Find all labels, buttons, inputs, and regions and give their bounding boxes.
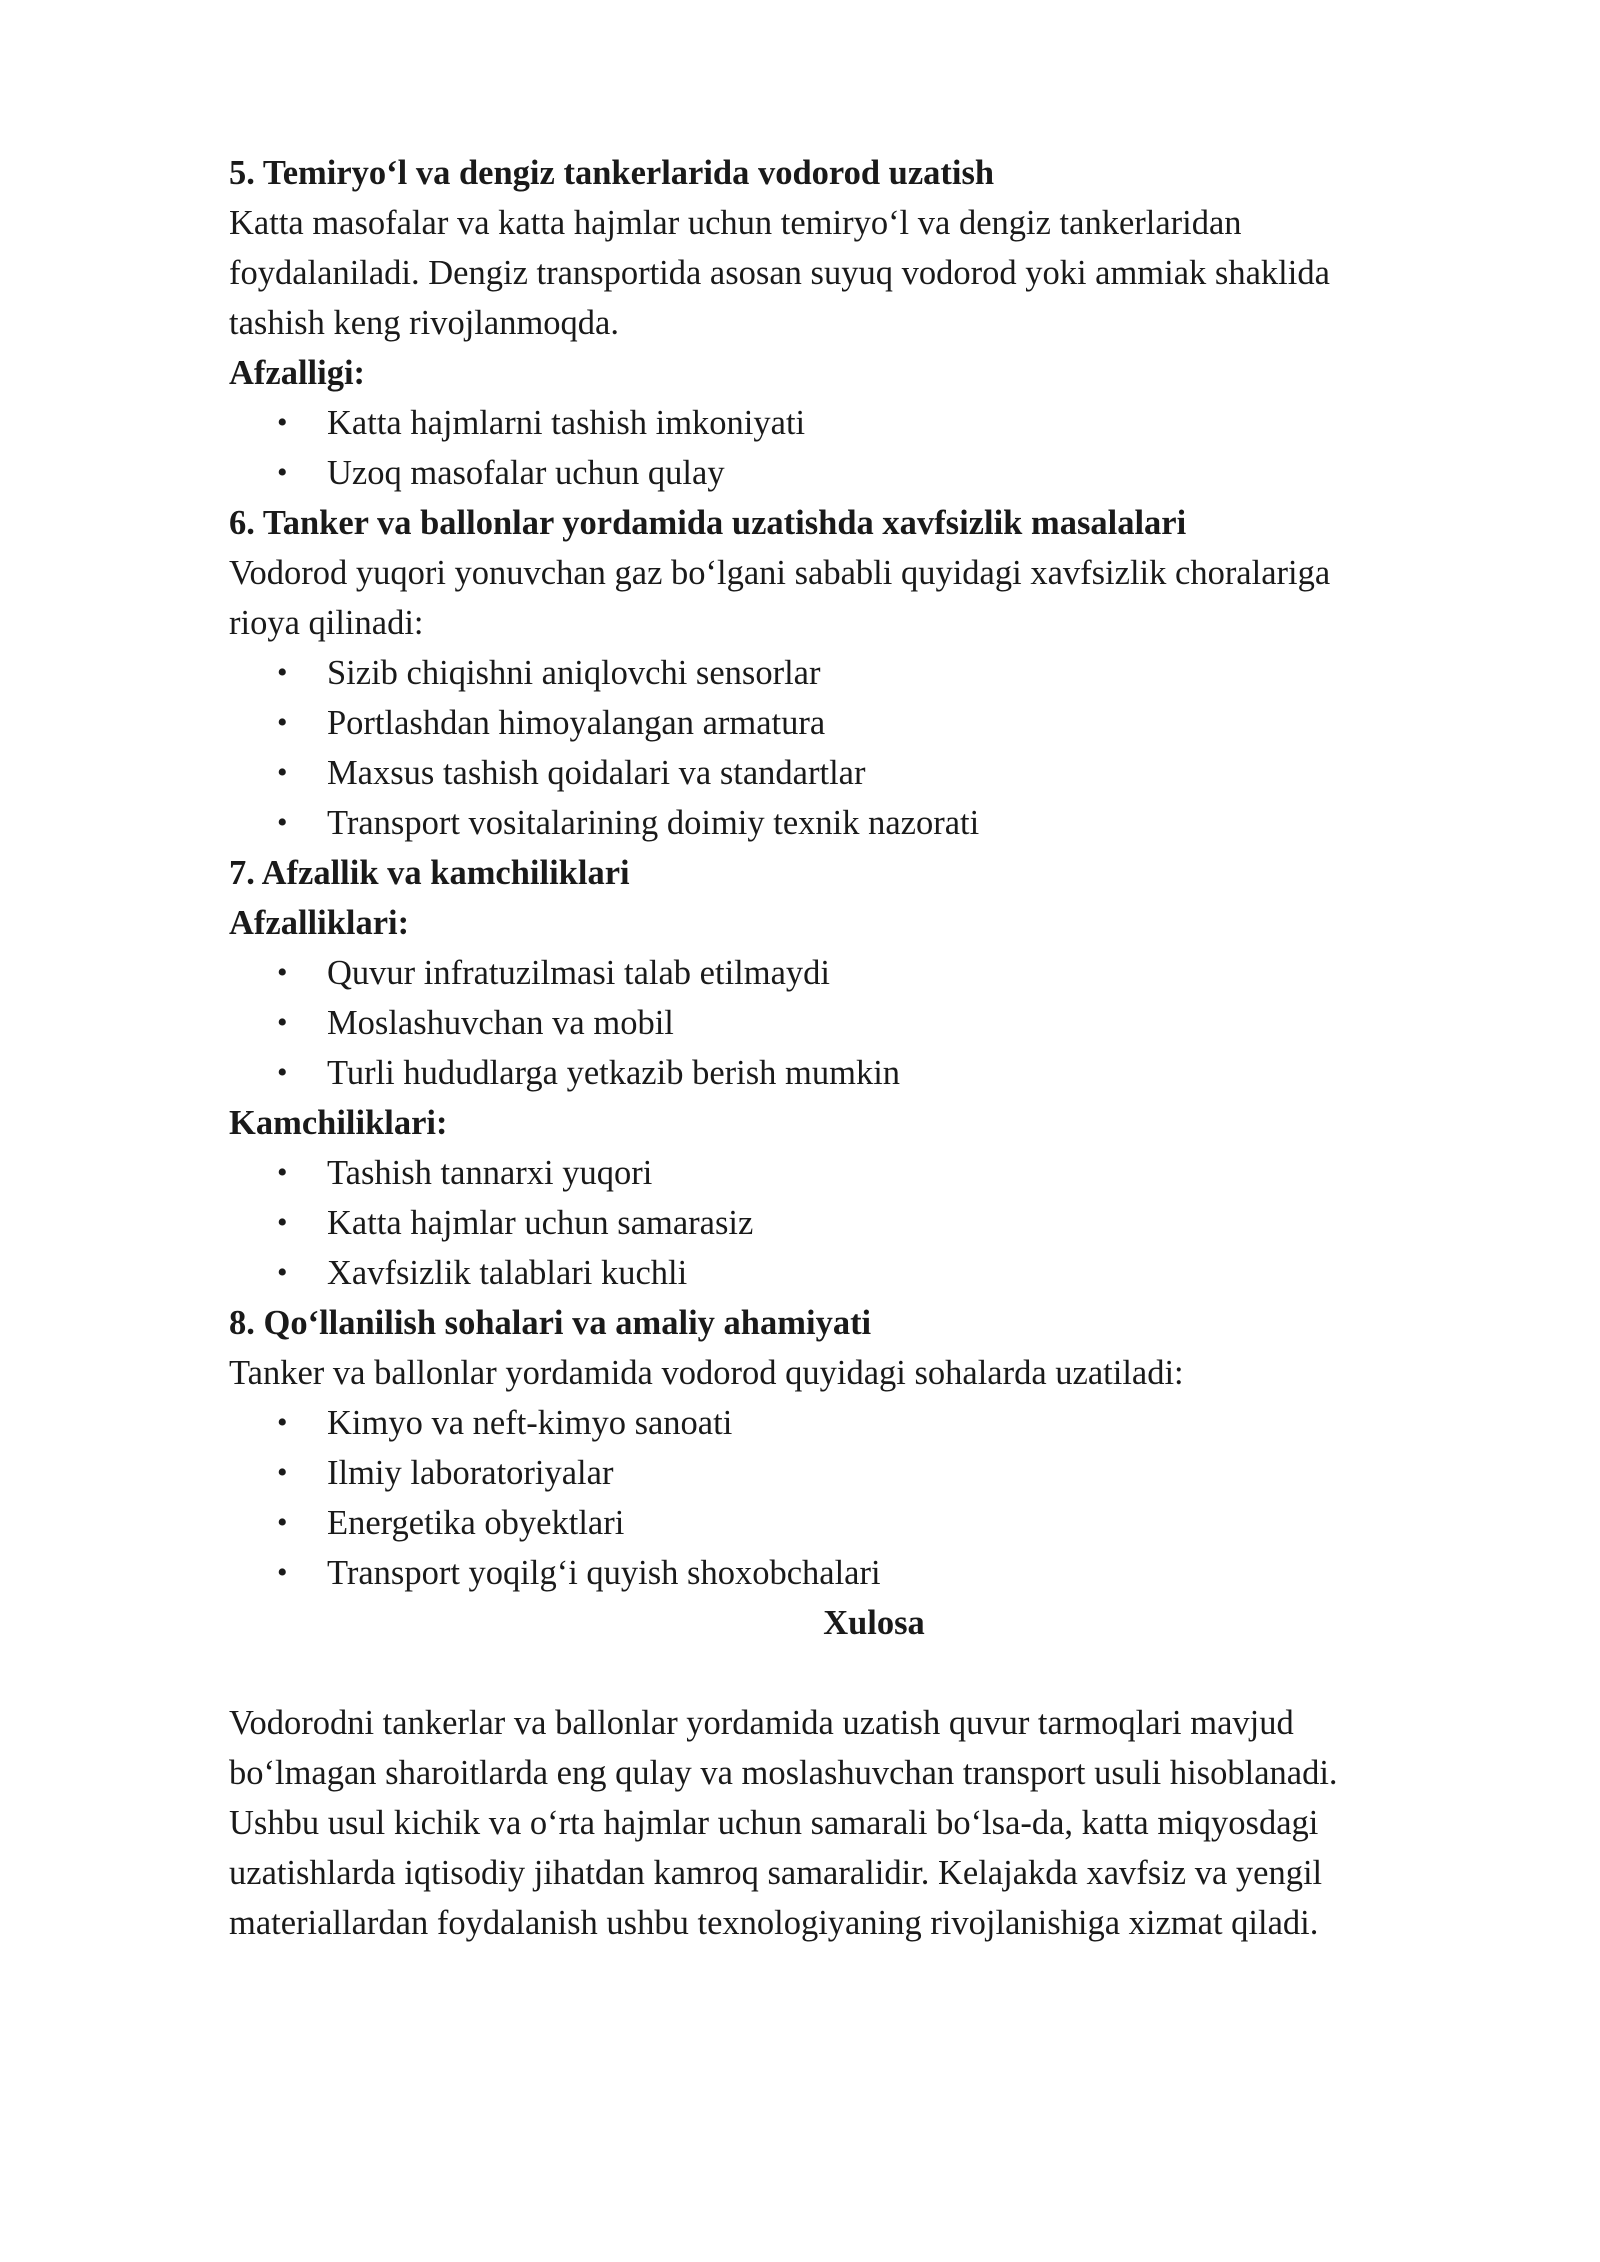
bullet-icon: •	[277, 1256, 288, 1289]
disadvantages-list	[229, 1148, 1449, 1298]
conclusion-paragraph	[229, 1698, 1449, 1948]
list-item-text: Moslashuvchan va mobil	[327, 1004, 674, 1042]
paragraph-line: uzatishlarda iqtisodiy jihatdan kamroq samaralidir. Kelajakda xavfsiz va yengil	[229, 1854, 1323, 1892]
bullet-icon: •	[277, 1056, 288, 1089]
bullet-icon: •	[277, 1556, 288, 1589]
bullet-icon: •	[277, 406, 288, 439]
section-5-heading: 5. Temiryo‘l va dengiz tankerlarida vodorod uzatish	[229, 154, 995, 192]
list-item-text: Transport yoqilg‘i quyish shoxobchalari	[327, 1554, 881, 1592]
bullet-icon: •	[277, 1456, 288, 1489]
list-item	[229, 1048, 1449, 1098]
paragraph-line: tashish keng rivojlanmoqda.	[229, 304, 619, 342]
section-6-bullet-list	[229, 648, 1449, 848]
paragraph-line: foydalaniladi. Dengiz transportida asosan suyuq vodorod yoki ammiak shaklida	[229, 254, 1330, 292]
bullet-icon: •	[277, 1406, 288, 1439]
list-item-text: Ilmiy laboratoriyalar	[327, 1454, 614, 1492]
section-6-paragraph	[229, 548, 1449, 648]
list-item-text: Kimyo va neft-kimyo sanoati	[327, 1404, 733, 1442]
list-item	[229, 798, 1449, 848]
section-5-paragraph	[229, 198, 1449, 348]
conclusion-title: Xulosa	[823, 1604, 925, 1642]
list-item	[229, 398, 1449, 448]
advantages-label: Afzalliklari:	[229, 904, 410, 942]
list-item	[229, 1198, 1449, 1248]
list-item	[229, 648, 1449, 698]
section-5-subheading: Afzalligi:	[229, 354, 366, 392]
list-item-text: Tashish tannarxi yuqori	[327, 1154, 653, 1192]
bullet-icon: •	[277, 756, 288, 789]
list-item	[229, 948, 1449, 998]
list-item	[229, 998, 1449, 1048]
paragraph-line: Katta masofalar va katta hajmlar uchun temiryo‘l va dengiz tankerlaridan	[229, 204, 1242, 242]
bullet-icon: •	[277, 656, 288, 689]
list-item-text: Maxsus tashish qoidalari va standartlar	[327, 754, 866, 792]
section-8-bullet-list	[229, 1398, 1449, 1598]
paragraph-line: Vodorod yuqori yonuvchan gaz bo‘lgani sababli quyidagi xavfsizlik choralariga	[229, 554, 1331, 592]
list-item	[229, 1398, 1449, 1448]
section-7-heading: 7. Afzallik va kamchiliklari	[229, 854, 630, 892]
paragraph-line: bo‘lmagan sharoitlarda eng qulay va moslashuvchan transport usuli hisoblanadi.	[229, 1754, 1338, 1792]
list-item	[229, 1548, 1449, 1598]
list-item	[229, 698, 1449, 748]
document-page	[229, 148, 1449, 1948]
section-8-heading: 8. Qo‘llanilish sohalari va amaliy ahamiyati	[229, 1304, 872, 1342]
advantages-list	[229, 948, 1449, 1098]
bullet-icon: •	[277, 456, 288, 489]
bullet-icon: •	[277, 956, 288, 989]
list-item	[229, 1148, 1449, 1198]
disadvantages-label: Kamchiliklari:	[229, 1104, 448, 1142]
list-item-text: Uzoq masofalar uchun qulay	[327, 454, 725, 492]
bullet-icon: •	[277, 706, 288, 739]
list-item	[229, 1248, 1449, 1298]
section-8-paragraph: Tanker va ballonlar yordamida vodorod quyidagi sohalarda uzatiladi:	[229, 1354, 1184, 1392]
bullet-icon: •	[277, 806, 288, 839]
list-item-text: Turli hududlarga yetkazib berish mumkin	[327, 1054, 901, 1092]
list-item	[229, 448, 1449, 498]
list-item-text: Xavfsizlik talablari kuchli	[327, 1254, 688, 1292]
list-item-text: Portlashdan himoyalangan armatura	[327, 704, 826, 742]
paragraph-line: materiallardan foydalanish ushbu texnologiyaning rivojlanishiga xizmat qiladi.	[229, 1904, 1319, 1942]
paragraph-line: Vodorodni tankerlar va ballonlar yordamida uzatish quvur tarmoqlari mavjud	[229, 1704, 1294, 1742]
list-item-text: Katta hajmlarni tashish imkoniyati	[327, 404, 806, 442]
list-item	[229, 748, 1449, 798]
bullet-icon: •	[277, 1156, 288, 1189]
paragraph-line: rioya qilinadi:	[229, 604, 424, 642]
list-item-text: Transport vositalarining doimiy texnik nazorati	[327, 804, 980, 842]
bullet-icon: •	[277, 1206, 288, 1239]
bullet-icon: •	[277, 1006, 288, 1039]
section-6-heading: 6. Tanker va ballonlar yordamida uzatishda xavfsizlik masalalari	[229, 504, 1187, 542]
paragraph-line: Ushbu usul kichik va o‘rta hajmlar uchun samarali bo‘lsa-da, katta miqyosdagi	[229, 1804, 1319, 1842]
list-item	[229, 1498, 1449, 1548]
section-5-bullet-list	[229, 398, 1449, 498]
blank-line	[229, 1648, 1449, 1698]
list-item-text: Energetika obyektlari	[327, 1504, 625, 1542]
list-item-text: Sizib chiqishni aniqlovchi sensorlar	[327, 654, 821, 692]
list-item-text: Katta hajmlar uchun samarasiz	[327, 1204, 754, 1242]
list-item	[229, 1448, 1449, 1498]
bullet-icon: •	[277, 1506, 288, 1539]
list-item-text: Quvur infratuzilmasi talab etilmaydi	[327, 954, 830, 992]
